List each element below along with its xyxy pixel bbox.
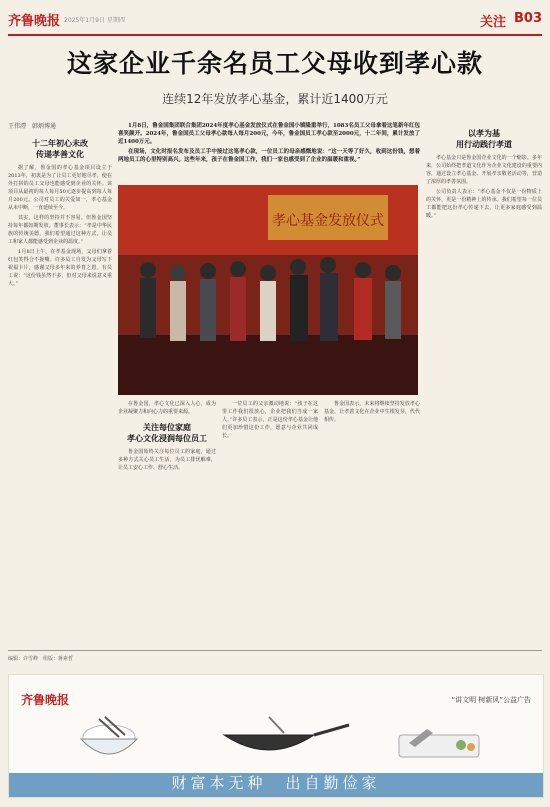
column-subheading-line: 孝心文化浸润每位员工	[127, 434, 207, 443]
public-service-ad	[8, 674, 544, 798]
lead-paragraphs	[118, 122, 420, 166]
column-paragraph: 孝心基金只是鲁金国企业文化的一个缩影。多年来，公司始终把孝道文化作为企业文化建设的重要内容，通过设立孝心基金、开展孝亲敬老活动等，营造了浓厚的孝善氛围。	[426, 155, 542, 185]
rice-bowl-icon	[81, 717, 137, 754]
column-paragraph: 鲁金国表示，未来将继续坚持发放孝心基金，让孝善文化在企业中生根发芽，代代相传。	[324, 401, 420, 423]
masthead-rule	[8, 34, 542, 36]
column-paragraph: 1月8日上午，在孝基金现场，父母们拿着红包笑得合不拢嘴。许多员工自发为父母写下祝福卡片，感谢父母多年来的养育之恩。有员工说：“这份钱虽然不多，但对父母来说意义重大。”	[8, 249, 112, 287]
subheadline: 连续12年发放孝心基金，累计近1400万元	[162, 92, 388, 106]
column-subheading-line: 传递孝善文化	[36, 150, 84, 159]
issue-date	[64, 15, 125, 24]
column-paragraph: 其实，这样的坚持并不容易。但鲁金国坚持每年都如期发放。董事长表示：“孝是中华民族的传统美德，我们希望通过这种方式，让员工和家人都能感受到企业的温度。”	[8, 215, 112, 245]
section-name: 关注	[479, 15, 506, 30]
news-photo	[118, 185, 418, 395]
article-column-1	[8, 132, 112, 647]
cutting-board-icon	[399, 729, 479, 757]
newspaper-logo: 齐鲁晚报	[8, 14, 61, 29]
column-subheading-line: 关注每位家庭	[143, 423, 191, 432]
headline: 这家企业千余名员工父母收到孝心款	[66, 49, 483, 78]
column-paragraph: 鲁金国始终关注每位员工的家庭，通过多种方式关心员工生活，为员工排忧解难，让员工安心工作、舒心生活。	[118, 449, 216, 471]
ad-logo: 齐鲁晚报	[21, 693, 70, 707]
weekday-text: 星期四	[106, 17, 125, 24]
ad-tagline: “讲文明 树新风”公益广告	[451, 696, 531, 704]
ad-illustration	[49, 715, 503, 767]
column-subheading	[118, 422, 216, 444]
column-paragraph: 一位员工的父亲激动地说：“孩子在这里工作我们很放心，企业把我们当成一家人。”许多员工表示，正是这份孝心基金让他们更加珍惜这份工作，愿意与企业共同成长。	[222, 401, 318, 439]
ad-slogan: 财富本无种 出自勤俭家	[171, 774, 381, 792]
footer-rule	[8, 650, 542, 651]
page-number: B03	[514, 11, 542, 26]
article-column-4	[426, 122, 542, 647]
editor-credit: 编辑：许雪峰 组版：蒋素哲	[8, 656, 74, 662]
date-text: 2025年1月9日	[64, 17, 105, 24]
column-subheading-line: 用行动践行孝道	[456, 140, 512, 149]
article-column-3a	[222, 400, 318, 645]
column-subheading-line: 十二年初心未改	[32, 139, 88, 148]
ceremony-photo-illustration	[118, 185, 418, 395]
column-paragraph: 据了解，鲁金国的孝心基金项目设立于2013年，初衷是为了让员工更好地尽孝，使在外打拼的员工父母也能感受到企业的关怀。该项目从最初的每人每月50元逐步提高到每人每月200元。公司对员工的关爱如一，孝心基金从未中断，一直延续至今。	[8, 165, 112, 211]
lead-paragraph: 在现场，文化时报名发布及员工手中接过这笔孝心款，一位员工的母亲感慨地说：“这一天等了好久，收到这份钱，想着两地员工的心里特别高兴。这些年来，孩子在鲁金国工作，我们一家也感受到了企业的温暖和重视。”	[118, 149, 420, 163]
column-paragraph: 在鲁金国，孝心文化已深入人心，成为企业凝聚力和向心力的重要来源。	[118, 401, 216, 415]
article-column-2	[118, 400, 216, 645]
column-subheading	[8, 138, 112, 160]
wok-icon	[224, 717, 349, 750]
masthead	[8, 10, 542, 30]
column-subheading-line: 以孝为基	[468, 129, 500, 138]
byline: 王伟澧 韩炳博通	[8, 123, 57, 130]
photo-banner-text: 孝心基金发放仪式	[272, 213, 384, 229]
column-paragraph: 公司负责人表示：“孝心基金不仅是一份物质上的关怀，更是一份精神上的传承。我们希望每一位员工都能把这份孝心传递下去，让更多家庭感受到温暖。”	[426, 189, 542, 219]
column-subheading	[426, 128, 542, 150]
article-column-3b	[324, 400, 420, 645]
lead-paragraph: 1月8日，鲁金国集团联合集团2024年度孝心基金发放仪式在鲁金国小镇隆重举行，1083名员工父母拿着这笔新年红包喜笑颜开。2024年，鲁金国员工父母孝心款每人每月200元，今年，鲁金国员工孝心款至2000元，十二年间，累计发放了近1400万元。	[118, 123, 420, 145]
